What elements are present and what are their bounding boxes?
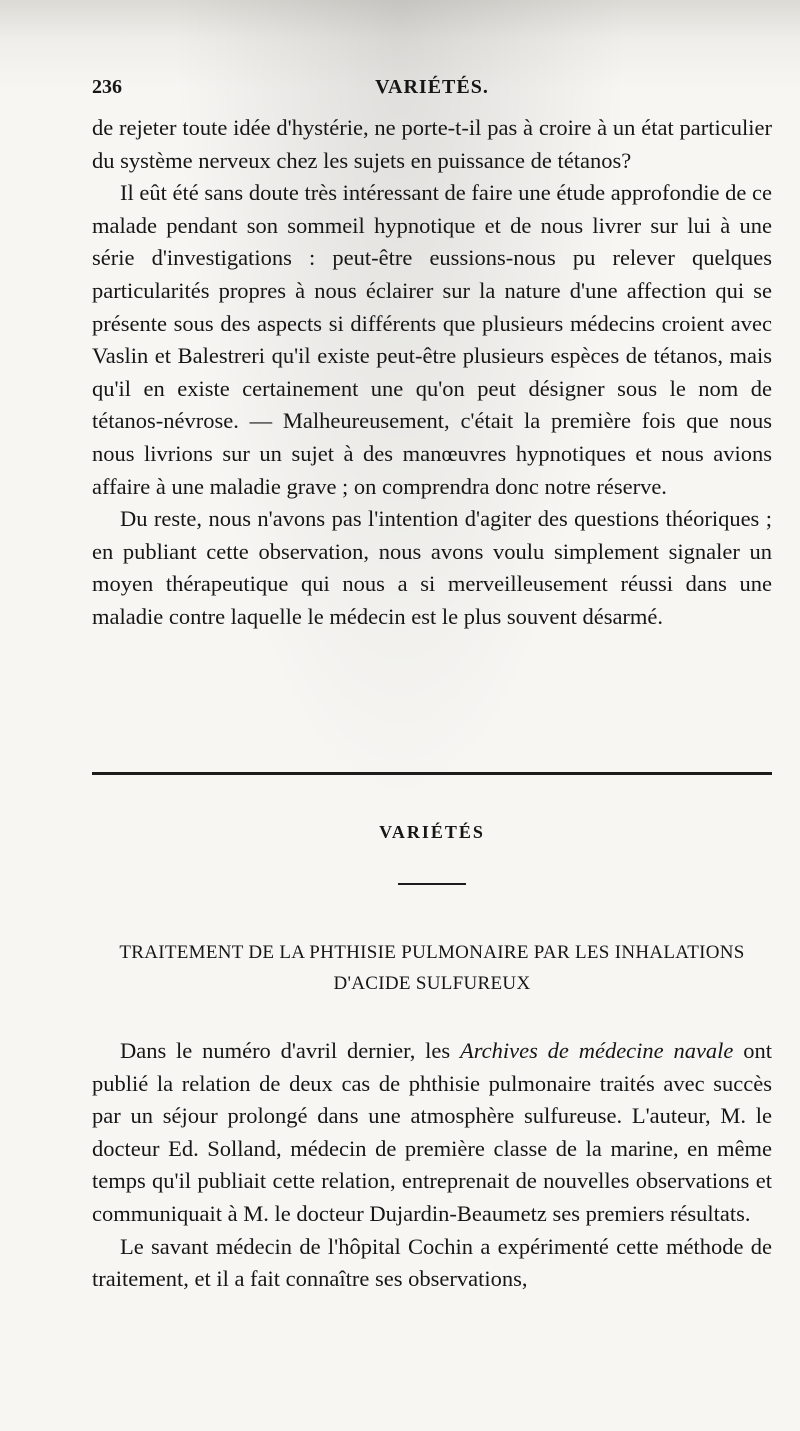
article-title: [92, 937, 772, 999]
article-title-line-1: TRAITEMENT DE LA PHTHISIE PULMONAIRE PAR LES INHALATIONS: [119, 942, 745, 963]
section-divider-rule: [92, 772, 772, 775]
running-head: [92, 76, 772, 100]
paragraph-conclusion: Du reste, nous n'avons pas l'intention d'agiter des questions théoriques ; en publiant cette observation, nous avons voulu simplement signaler un moyen thérapeutique qui nous a si merveilleusement réussi dans une maladie contre laquelle le médecin est le plus souvent désarmé.: [92, 506, 772, 629]
article-paragraph-2: Le savant médecin de l'hôpital Cochin a expérimenté cette méthode de traitement, et il a fait connaître ses observations,: [92, 1233, 772, 1292]
page-number: 236: [92, 76, 122, 98]
article-paragraph-1: [92, 1035, 772, 1231]
journal-title: Archives de médecine navale: [459, 1038, 734, 1063]
top-text-block: [92, 112, 772, 634]
article-paragraph-1-rest: ont publié la relation de deux cas de phthisie pulmonaire traités avec succès par un séjour prolongé dans une atmosphère sulfureuse. L'auteur, M. le docteur Ed. Solland, médecin de première classe de la marine, en même temps qu'il publiait cette relation, entreprenait de nouvelles observations et communiquait à M. le docteur Dujardin-Beaumetz ses premiers résultats.: [92, 1038, 772, 1226]
article-title-line-2: D'ACIDE SULFUREUX: [333, 973, 531, 994]
paragraph-continuation: de rejeter toute idée d'hystérie, ne porte-t-il pas à croire à un état particulier du système nerveux chez les sujets en puissance de tétanos?: [92, 115, 772, 173]
paragraph-hypnosis-study: Il eût été sans doute très intéressant de faire une étude approfondie de ce malade pendant son sommeil hypnotique et de nous livrer sur lui à une série d'investigations : peut-être eussions-nous pu relever quelques particularités propres à nous éclairer sur la nature d'une affection qui se présente sous des aspects si différents que plusieurs médecins croient avec Vaslin et Balestreri qu'il existe peut-être plusieurs espèces de tétanos, mais qu'il en existe certainement une qu'on peut désigner sous le nom de tétanos-névrose. — Malheureusement, c'était la première fois que nous nous livrions sur un sujet à des manœuvres hypnotiques et nous avions affaire à une maladie grave ; on comprendra donc notre réserve.: [92, 180, 772, 499]
article-paragraph-1-start: Dans le numéro d'avril dernier, les: [120, 1038, 460, 1063]
running-title: VARIÉTÉS.: [375, 76, 489, 98]
article-text-block: [92, 1035, 772, 1296]
section-heading: VARIÉTÉS: [379, 822, 485, 842]
heading-underline: [398, 883, 466, 885]
